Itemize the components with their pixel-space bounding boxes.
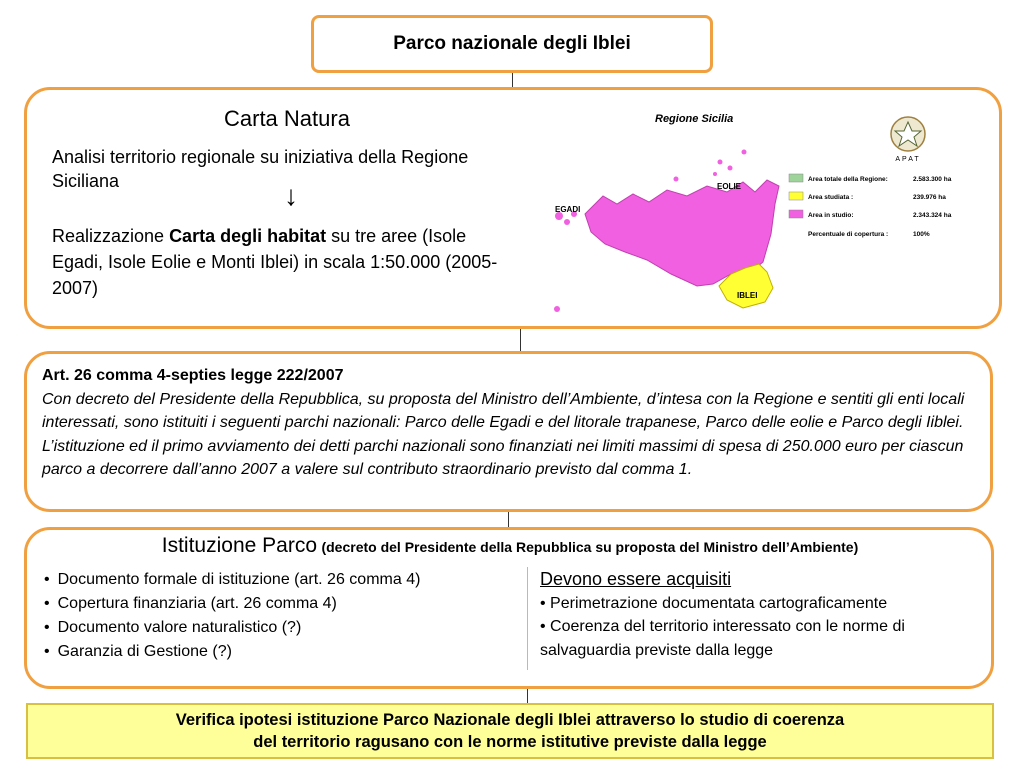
verifica-box [26, 703, 994, 759]
legend-value: 100% [913, 231, 930, 238]
title-box [311, 15, 713, 73]
verifica-line-1: Verifica ipotesi istituzione Parco Nazionale degli Iblei attraverso lo studio di coerenza [175, 711, 845, 729]
acquisiti-heading: Devono essere acquisiti [540, 569, 732, 589]
legend-label: Area in studio: [808, 212, 854, 219]
desc-pre: Realizzazione [52, 226, 170, 246]
acquisiti-panel [540, 568, 980, 662]
istituzione-requirements-list [44, 568, 420, 664]
connector-line [520, 329, 521, 351]
eolie-label: EOLIE [717, 182, 742, 191]
column-divider [527, 567, 528, 670]
carta-natura-title: Carta Natura [224, 106, 350, 131]
legend-value: 2.343.324 ha [913, 212, 952, 219]
egadi-label: EGADI [555, 205, 581, 214]
list-item: • Documento valore naturalistico (?) [44, 616, 420, 640]
emblem-label: APAT [895, 156, 921, 163]
verifica-line-2: del territorio ragusano con le norme istitutive previste dalla legge [253, 733, 767, 751]
connector-line [508, 512, 509, 527]
article-heading: Art. 26 comma 4-septies legge 222/2007 [42, 367, 344, 384]
list-item: • Perimetrazione documentata cartograficamente [540, 594, 888, 612]
connector-line [512, 73, 513, 87]
legend-label: Percentuale di copertura : [808, 231, 889, 238]
desc-post: su tre aree (Isole Egadi, Isole Eolie e Monti Iblei) in scala 1:50.000 (2005-2007) [52, 226, 498, 298]
down-arrow-icon: ↓ [284, 180, 298, 211]
carta-habitat-description [52, 223, 522, 301]
list-item: • Documento formale di istituzione (art. 26 comma 4) [44, 568, 420, 592]
legend-label: Area studiata : [808, 194, 854, 201]
article-body: Con decreto del Presidente della Repubblica, su proposta del Ministro dell’Ambiente, d’intesa con la Regione e sentiti gli enti locali interessati, sono istituiti i seguenti parchi nazionali: Parco delle Egadi e del litorale trapanese, Parco delle eolie e Parco degli Iiblei. L’istituzione ed il primo avviamento dei detti parchi nazionali sono finanziati nei limiti massimi di spesa di 250.000 euro per ciascun parco a decorrere dall’anno 2007 a valere sul contributo straordinario previsto dal comma 1. [42, 390, 965, 478]
connector-line [527, 689, 528, 703]
legend-value: 2.583.300 ha [913, 176, 952, 183]
page-title: Parco nazionale degli Iblei [393, 33, 631, 54]
article-text [42, 364, 977, 482]
map-heading: Regione Sicilia [655, 113, 734, 125]
istituzione-heading [40, 534, 980, 558]
carta-natura-description: Analisi territorio regionale su iniziativa della Regione Siciliana [52, 147, 469, 191]
istituzione-subtitle: (decreto del Presidente della Repubblica su proposta del Ministro dell’Ambiente) [321, 539, 859, 555]
legend-label: Area totale della Regione: [808, 176, 888, 183]
apat-emblem-icon [891, 117, 925, 151]
desc-bold: Carta degli habitat [169, 226, 327, 246]
istituzione-title: Istituzione Parco [161, 534, 318, 557]
list-item: • Copertura finanziaria (art. 26 comma 4) [44, 592, 420, 616]
list-item: • Coerenza del territorio interessato con le norme di salvaguardia previste dalla legge [540, 618, 905, 659]
list-item: • Garanzia di Gestione (?) [44, 640, 420, 664]
legend-value: 239.976 ha [913, 194, 946, 201]
sicily-map [545, 96, 965, 318]
iblei-label: IBLEI [737, 291, 758, 300]
map-legend [789, 174, 952, 238]
